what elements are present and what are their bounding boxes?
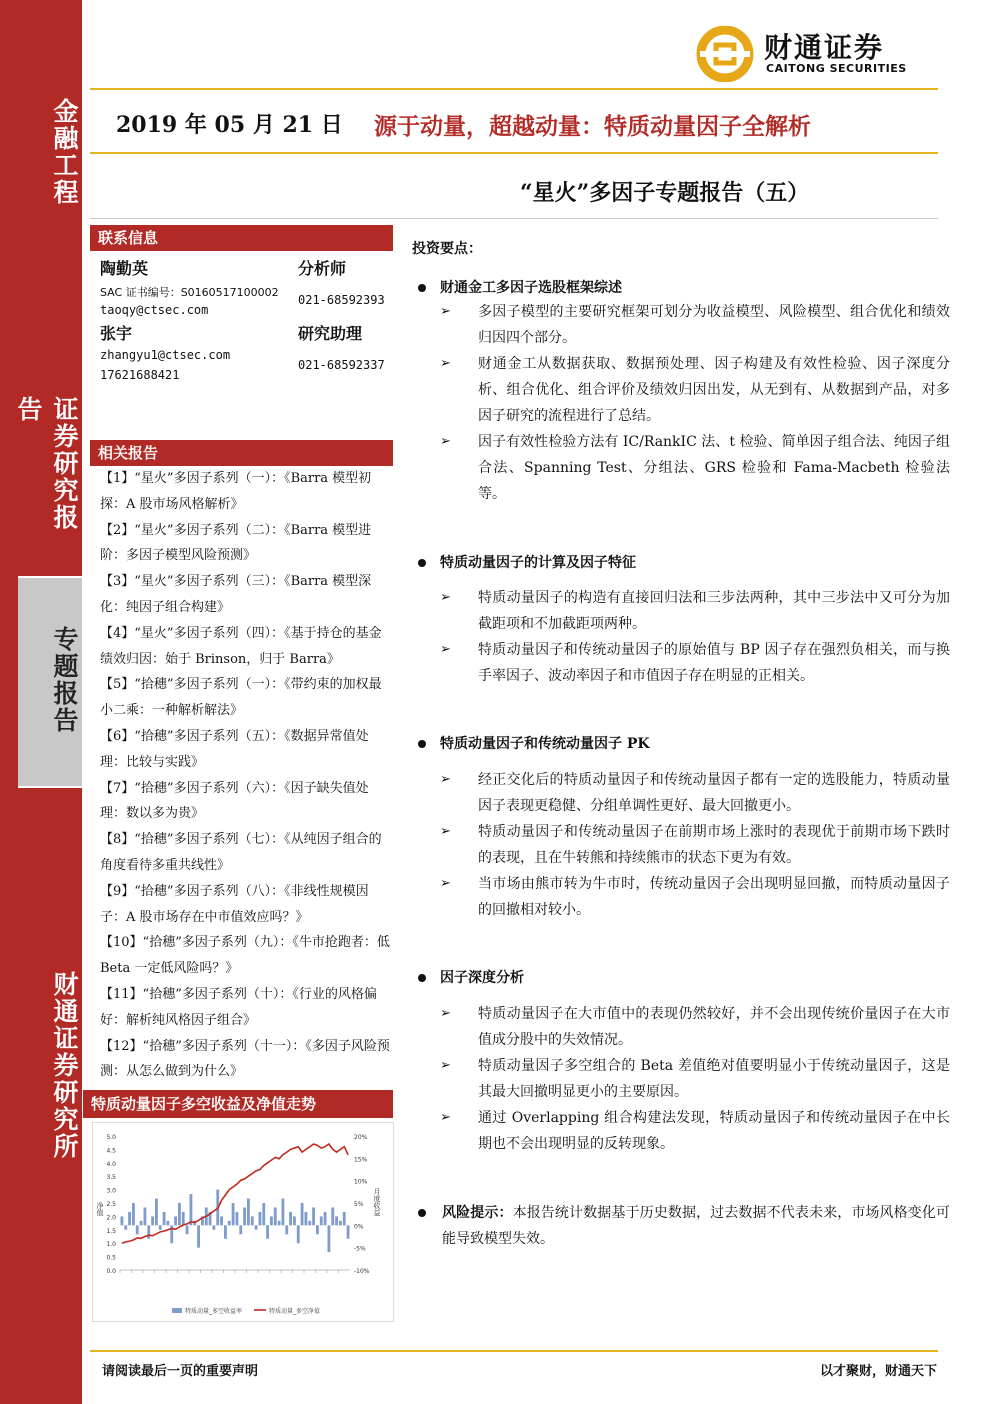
return-bar	[132, 1203, 135, 1225]
related-report-item[interactable]: 【7】“拾穗”多因子系列（六）：《因子缺失值处理：数以多为贵》	[100, 780, 369, 822]
section-point: ➢ 特质动量因子的构造有直接回归法和三步法两种，其中三步法中又可分为加截距项和不加截距项两种。	[440, 585, 950, 637]
right-tick-label: 5%	[354, 1201, 364, 1208]
right-tick-label: 0%	[354, 1223, 364, 1231]
arrow-bullet-icon: ➢	[440, 356, 451, 371]
return-bar	[128, 1212, 131, 1225]
return-bar	[312, 1207, 315, 1225]
footer-rule	[90, 1350, 938, 1352]
return-bar	[339, 1221, 342, 1225]
return-bar	[301, 1203, 304, 1225]
legend-label-bar: 特质动量_多空收益率	[185, 1308, 243, 1315]
arrow-bullet-icon: ➢	[440, 590, 451, 605]
logo-text-en: CAITONG SECURITIES	[766, 62, 907, 75]
analyst-email[interactable]: taoqy@ctsec.com	[100, 303, 209, 317]
logo-emblem-icon	[694, 26, 756, 82]
section-point: ➢ 财通金工从数据获取、数据预处理、因子构建及有效性检验、因子深度分析、组合优化、组合评价及绩效归因出发，从无到有、从数据到产品，对多因子研究的流程进行了总结。	[440, 351, 950, 429]
return-bar	[270, 1216, 273, 1225]
left-tick-label: 1.0	[106, 1241, 116, 1249]
section-point: ➢ 通过 Overlapping 组合构建法发现，特质动量因子和传统动量因子在中长期也不会出现明显的反转现象。	[440, 1105, 950, 1157]
report-title: 源于动量，超越动量：特质动量因子全解析	[374, 113, 811, 140]
return-bar	[243, 1207, 246, 1225]
assistant-role: 研究助理	[298, 324, 363, 343]
right-tick-label: 10%	[354, 1178, 368, 1186]
related-report-item[interactable]: 【4】“星火”多因子系列（四）：《基于持仓的基金绩效归因：始于 Brinson，归于 Barra》	[100, 625, 382, 667]
return-bar	[197, 1225, 200, 1247]
arrow-bullet-icon: ➢	[440, 642, 451, 657]
bullet-icon	[418, 1209, 426, 1217]
bullet-icon	[418, 284, 426, 292]
legend-label-line: 特质动量_多空净值	[269, 1308, 321, 1315]
risk-text: 本报告统计数据基于历史数据，过去数据不代表未来，市场风格变化可能导致模型失效。	[442, 1205, 951, 1247]
related-report-item[interactable]: 【3】“星火”多因子系列（三）：《Barra 模型深化：纯因子组合构建》	[100, 574, 372, 615]
return-bar	[331, 1207, 334, 1225]
assistant-phone: 021-68592337	[298, 358, 385, 372]
return-bar	[293, 1216, 296, 1225]
return-bar	[236, 1212, 239, 1225]
bullet-icon	[418, 974, 426, 982]
return-bar	[224, 1225, 227, 1238]
sidebar-divider	[18, 786, 82, 788]
return-bar	[305, 1212, 308, 1225]
analyst-name: 陶勤英	[100, 259, 149, 278]
left-tick-label: 2.0	[106, 1214, 116, 1222]
return-bar	[324, 1212, 327, 1225]
return-bar	[140, 1221, 143, 1225]
return-bar	[124, 1225, 127, 1229]
legend-swatch-bar	[172, 1308, 182, 1313]
return-bar	[282, 1199, 285, 1226]
return-bar	[285, 1225, 288, 1234]
return-bar	[213, 1225, 216, 1229]
footer-disclaimer: 请阅读最后一页的重要声明	[102, 1364, 259, 1379]
right-tick-label: -10%	[354, 1268, 370, 1275]
sidebar-label-securities-report: 证券研究报告	[14, 396, 79, 531]
return-bar	[347, 1225, 350, 1238]
right-tick-label: 20%	[354, 1134, 368, 1141]
sidebar-label-financial-engineering: 金融工程	[50, 98, 79, 206]
return-bar	[251, 1216, 254, 1225]
related-report-item[interactable]: 【8】“拾穗”多因子系列（七）：《从纯因子组合的角度看待多重共线性》	[100, 832, 382, 873]
arrow-bullet-icon: ➢	[440, 1058, 451, 1073]
section-point: ➢ 特质动量因子和传统动量因子的原始值与 BP 因子存在强烈负相关，而与换手率因子、波动率因子和市值因子存在明显的正相关。	[440, 637, 950, 689]
section-point: ➢ 因子有效性检验方法有 IC/RankIC 法、t 检验、简单因子组合法、纯因子组合法、Spanning Test、分组法、GRS 检验和 Fama-Macbeth 检验法等。	[440, 429, 950, 507]
return-bar	[144, 1207, 147, 1225]
return-bar	[289, 1212, 292, 1225]
return-bar	[147, 1225, 150, 1238]
footer-slogan: 以才聚财，财通天下	[819, 1364, 937, 1379]
sidebar-label-special-report: 专题报告	[50, 626, 79, 734]
return-bar	[239, 1225, 242, 1234]
return-bar	[262, 1203, 265, 1225]
analyst-cert: SAC 证书编号：S0160517100002	[100, 286, 279, 299]
section-point: ➢ 特质动量因子在大市值中的表现仍然较好，并不会出现传统价量因子在大市值成分股中的失效情况。	[440, 1001, 950, 1053]
right-tick-label: -5%	[354, 1245, 366, 1253]
left-tick-label: 2.5	[106, 1201, 116, 1208]
related-report-list	[100, 466, 390, 1085]
return-bar	[228, 1221, 231, 1225]
sidebar-divider	[18, 576, 82, 578]
section-point: ➢ 经正交化后的特质动量因子和传统动量因子都有一定的选股能力，特质动量因子表现更稳健、分组单调性更好、最大回撤更小。	[440, 767, 950, 819]
arrow-bullet-icon: ➢	[440, 876, 451, 891]
left-tick-label: 0.0	[106, 1268, 116, 1275]
related-report-item[interactable]: 【5】“拾穗”多因子系列（一）：《带约束的加权最小二乘：一种解析解法》	[100, 677, 382, 719]
company-logo	[694, 26, 924, 82]
assistant-name: 张宇	[100, 324, 133, 343]
return-bar	[274, 1207, 277, 1225]
return-bar	[232, 1203, 235, 1225]
bullet-icon	[418, 559, 426, 567]
chart-heading: 特质动量因子多空收益及净值走势	[83, 1090, 393, 1118]
section-title: 特质动量因子和传统动量因子 PK	[418, 733, 650, 753]
chart-frame	[92, 1122, 394, 1322]
related-report-item[interactable]: 【9】“拾穗”多因子系列（八）：《非线性规模因子：A 股市场存在中市值效应吗？》	[100, 883, 369, 925]
logo-text-cn: 财通证券	[764, 31, 885, 64]
sidebar-label-research-institute: 财通证券研究所	[50, 970, 79, 1160]
return-bar	[328, 1225, 331, 1252]
chart-svg	[92, 1122, 394, 1322]
section-title: 特质动量因子的计算及因子特征	[418, 552, 636, 572]
analyst-role: 分析师	[298, 259, 347, 278]
right-axis-label: 月度收益	[373, 1188, 381, 1216]
contact-heading: 联系信息	[90, 225, 393, 251]
return-bar	[159, 1225, 162, 1229]
return-bar	[278, 1221, 281, 1225]
return-bar	[308, 1221, 311, 1225]
report-subtitle: “星火”多因子专题报告（五）	[520, 180, 810, 206]
left-tick-label: 1.5	[106, 1227, 116, 1235]
arrow-bullet-icon: ➢	[440, 304, 451, 319]
related-report-item[interactable]: 【2】“星火”多因子系列（二）：《Barra 模型进阶：多因子模型风险预测》	[100, 522, 372, 564]
return-bar	[335, 1216, 338, 1225]
analyst-phone: 021-68592393	[298, 293, 385, 307]
related-report-item[interactable]: 【1】“星火”多因子系列（一）：《Barra 模型初探：A 股市场风格解析》	[100, 471, 372, 512]
left-tick-label: 0.5	[106, 1254, 116, 1262]
left-axis-label: 净值	[96, 1202, 104, 1216]
arrow-bullet-icon: ➢	[440, 824, 451, 839]
assistant-mobile: 17621688421	[100, 368, 180, 382]
related-report-item[interactable]: 【11】“拾穗”多因子系列（十）：《行业的风格偏好：解析纯风格因子组合》	[100, 986, 377, 1028]
arrow-bullet-icon: ➢	[440, 434, 451, 449]
return-bar	[155, 1199, 158, 1226]
return-bar	[297, 1225, 300, 1243]
arrow-bullet-icon: ➢	[440, 772, 451, 787]
related-report-item[interactable]: 【6】“拾穗”多因子系列（五）：《数据异常值处理：比较与实践》	[100, 728, 369, 770]
return-bar	[343, 1212, 346, 1225]
return-bar	[255, 1225, 258, 1229]
risk-warning	[418, 1200, 950, 1252]
key-points-heading: 投资要点：	[412, 241, 482, 257]
report-date: 2019 年 05 月 21 日	[116, 112, 343, 138]
return-bar	[186, 1225, 189, 1234]
left-tick-label: 3.0	[106, 1187, 116, 1195]
return-bar	[220, 1216, 223, 1225]
section-title: 财通金工多因子选股框架综述	[418, 277, 622, 297]
header-rule	[90, 152, 938, 154]
left-tick-label: 3.5	[106, 1174, 116, 1182]
risk-label: 风险提示：	[442, 1205, 513, 1221]
performance-chart	[92, 1122, 394, 1322]
subtitle-rule	[90, 218, 938, 219]
related-heading: 相关报告	[90, 440, 393, 466]
left-tick-label: 4.5	[106, 1147, 116, 1155]
return-bar	[182, 1212, 185, 1225]
return-bar	[190, 1194, 193, 1225]
arrow-bullet-icon: ➢	[440, 1006, 451, 1021]
section-point: ➢ 多因子模型的主要研究框架可划分为收益模型、风险模型、组合优化和绩效归因四个部分。	[440, 299, 950, 351]
left-tick-label: 5.0	[106, 1134, 116, 1141]
return-bar	[151, 1216, 154, 1225]
return-bar	[167, 1221, 170, 1225]
return-bar	[178, 1203, 181, 1225]
return-bar	[316, 1225, 319, 1234]
left-tick-label: 4.0	[106, 1160, 116, 1168]
return-bar	[136, 1225, 139, 1234]
bullet-icon	[418, 740, 426, 748]
return-bar	[174, 1216, 177, 1225]
related-report-item[interactable]: 【12】“拾穗”多因子系列（十一）：《多因子风险预测：从怎么做到为什么》	[100, 1038, 390, 1080]
section-point: ➢ 特质动量因子多空组合的 Beta 差值绝对值要明显小于传统动量因子，这是其最大回撤明显更小的主要原因。	[440, 1053, 950, 1105]
assistant-email[interactable]: zhangyu1@ctsec.com	[100, 348, 231, 362]
return-bar	[247, 1199, 250, 1226]
return-bar	[121, 1216, 124, 1225]
right-tick-label: 15%	[354, 1156, 368, 1164]
header-rule	[90, 88, 938, 90]
section-title: 因子深度分析	[418, 967, 524, 987]
related-report-item[interactable]: 【10】“拾穗”多因子系列（九）：《牛市抢跑者：低 Beta 一定低风险吗？》	[100, 935, 390, 977]
section-point: ➢ 特质动量因子和传统动量因子在前期市场上涨时的表现优于前期市场下跌时的表现，且在牛转熊和持续熊市的状态下更为有效。	[440, 819, 950, 871]
return-bar	[320, 1216, 323, 1225]
return-bar	[266, 1225, 269, 1238]
return-bar	[163, 1212, 166, 1225]
return-bar	[259, 1212, 262, 1225]
section-point: ➢ 当市场由熊市转为牛市时，传统动量因子会出现明显回撤，而特质动量因子的回撤相对较小。	[440, 871, 950, 923]
arrow-bullet-icon: ➢	[440, 1110, 451, 1125]
